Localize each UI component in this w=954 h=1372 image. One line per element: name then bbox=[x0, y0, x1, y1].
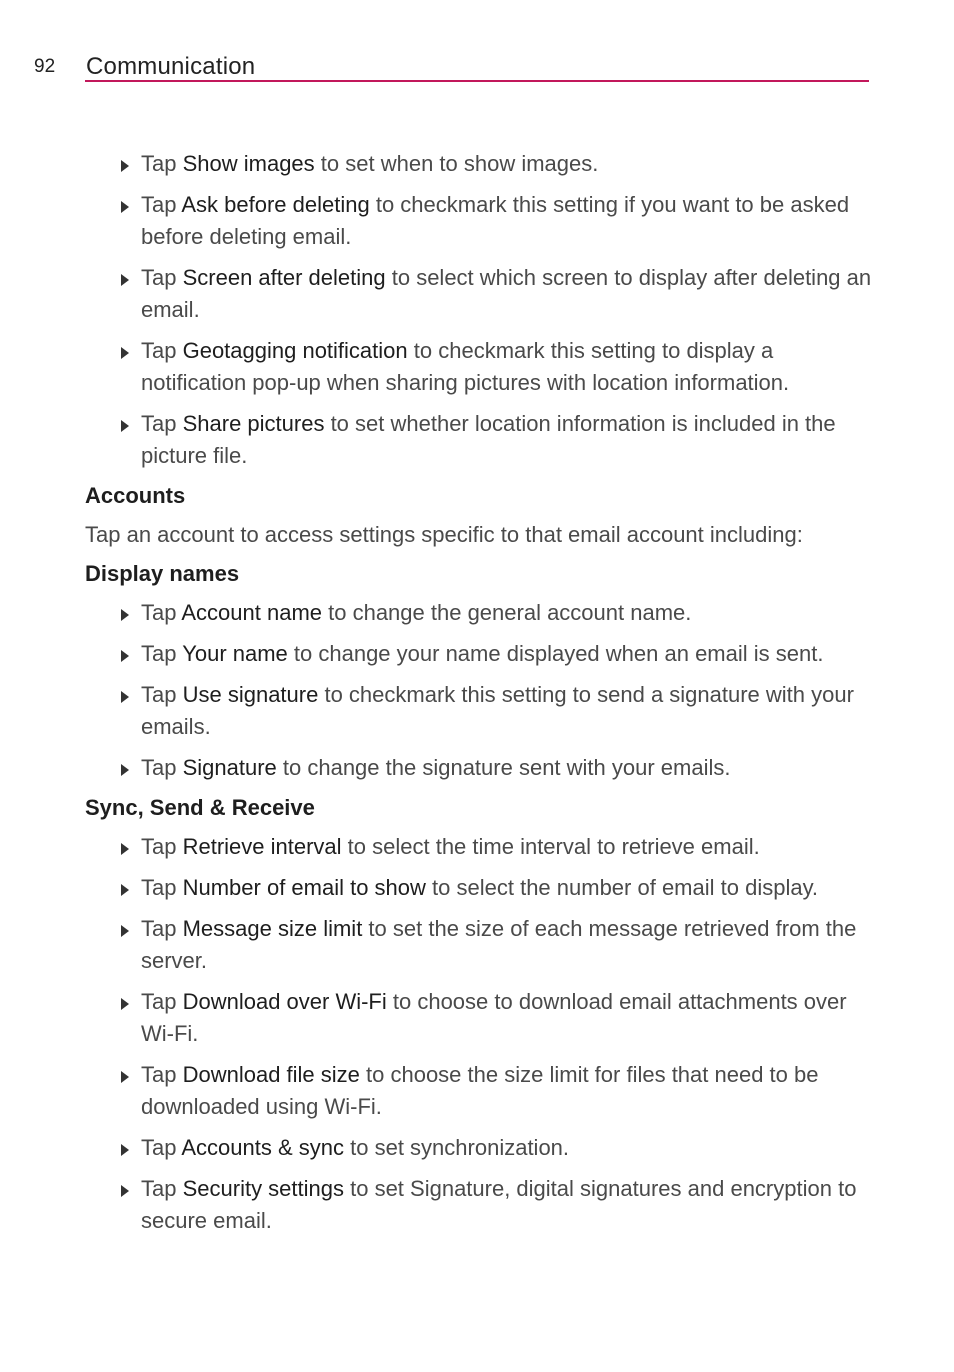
item-description: to checkmark this setting to display a notification pop-up when sharing pictures with location information. bbox=[141, 338, 790, 395]
setting-term: Show images bbox=[182, 151, 315, 176]
list-item bbox=[85, 335, 875, 399]
item-prefix: Tap bbox=[141, 1062, 183, 1087]
bullet-arrow-icon bbox=[121, 201, 129, 213]
bullet-arrow-icon bbox=[121, 347, 129, 359]
list-item bbox=[85, 679, 875, 743]
item-description: to set whether location information is included in the picture file. bbox=[141, 411, 836, 468]
item-prefix: Tap bbox=[141, 338, 183, 363]
list-item bbox=[85, 1173, 875, 1237]
list-item bbox=[85, 913, 875, 977]
list-item bbox=[85, 872, 875, 904]
item-prefix: Tap bbox=[141, 600, 182, 625]
list-item bbox=[85, 1132, 875, 1164]
bullet-arrow-icon bbox=[121, 925, 129, 937]
item-prefix: Tap bbox=[141, 265, 183, 290]
item-prefix: Tap bbox=[141, 641, 183, 666]
list-item bbox=[85, 262, 875, 326]
setting-term: Download file size bbox=[182, 1062, 360, 1087]
bullet-arrow-icon bbox=[121, 650, 129, 662]
bullet-arrow-icon bbox=[121, 1185, 129, 1197]
item-description: to select the number of email to display. bbox=[425, 875, 819, 900]
setting-term: Download over Wi-Fi bbox=[182, 989, 387, 1014]
item-prefix: Tap bbox=[141, 411, 183, 436]
bullet-arrow-icon bbox=[121, 1144, 129, 1156]
bullet-arrow-icon bbox=[121, 420, 129, 432]
setting-term: Geotagging notification bbox=[182, 338, 408, 363]
item-prefix: Tap bbox=[141, 875, 183, 900]
item-prefix: Tap bbox=[141, 989, 183, 1014]
list-item bbox=[85, 408, 875, 472]
item-prefix: Tap bbox=[141, 192, 182, 217]
item-description: to change the general account name. bbox=[322, 600, 692, 625]
accounts-description: Tap an account to access settings specific to that email account including: bbox=[85, 522, 803, 547]
setting-term: Account name bbox=[181, 600, 323, 625]
item-description: to set the size of each message retrieved from the server. bbox=[141, 916, 857, 973]
bullet-arrow-icon bbox=[121, 884, 129, 896]
item-description: to set when to show images. bbox=[314, 151, 599, 176]
page-title: Communication bbox=[86, 53, 256, 80]
bullet-arrow-icon bbox=[121, 998, 129, 1010]
item-prefix: Tap bbox=[141, 151, 183, 176]
item-prefix: Tap bbox=[141, 1176, 183, 1201]
item-description: to choose the size limit for files that need to be downloaded using Wi-Fi. bbox=[141, 1062, 819, 1119]
item-prefix: Tap bbox=[141, 755, 183, 780]
item-description: to checkmark this setting if you want to be asked before deleting email. bbox=[141, 192, 850, 249]
item-prefix: Tap bbox=[141, 1135, 182, 1160]
list-item bbox=[85, 638, 875, 670]
bullet-arrow-icon bbox=[121, 843, 129, 855]
item-description: to change your name displayed when an email is sent. bbox=[287, 641, 824, 666]
setting-term: Number of email to show bbox=[182, 875, 426, 900]
setting-term: Ask before deleting bbox=[181, 192, 370, 217]
accounts-heading: Accounts bbox=[85, 483, 186, 508]
item-prefix: Tap bbox=[141, 834, 183, 859]
item-description: to select which screen to display after deleting an email. bbox=[141, 265, 872, 322]
setting-term: Share pictures bbox=[182, 411, 325, 436]
list-item bbox=[85, 1059, 875, 1123]
bullet-arrow-icon bbox=[121, 609, 129, 621]
sync-settings-list bbox=[85, 831, 875, 1237]
item-description: to set synchronization. bbox=[344, 1135, 570, 1160]
display-names-list bbox=[85, 597, 875, 784]
header-divider bbox=[85, 80, 869, 82]
item-description: to change the signature sent with your emails. bbox=[276, 755, 731, 780]
item-prefix: Tap bbox=[141, 916, 183, 941]
page-number: 92 bbox=[34, 56, 56, 77]
list-item bbox=[85, 986, 875, 1050]
display-names-heading: Display names bbox=[85, 561, 240, 586]
list-item bbox=[85, 831, 875, 863]
bullet-arrow-icon bbox=[121, 160, 129, 172]
bullet-arrow-icon bbox=[121, 1071, 129, 1083]
list-item bbox=[85, 148, 875, 180]
setting-term: Retrieve interval bbox=[182, 834, 342, 859]
setting-term: Use signature bbox=[182, 682, 319, 707]
list-item bbox=[85, 189, 875, 253]
setting-term: Security settings bbox=[182, 1176, 344, 1201]
bullet-arrow-icon bbox=[121, 764, 129, 776]
page-content bbox=[85, 148, 875, 1246]
bullet-arrow-icon bbox=[121, 274, 129, 286]
list-item bbox=[85, 597, 875, 629]
email-settings-list bbox=[85, 148, 875, 472]
setting-term: Message size limit bbox=[182, 916, 363, 941]
item-description: to set Signature, digital signatures and encryption to secure email. bbox=[141, 1176, 857, 1233]
bullet-arrow-icon bbox=[121, 691, 129, 703]
setting-term: Your name bbox=[182, 641, 288, 666]
setting-term: Screen after deleting bbox=[182, 265, 386, 290]
sync-send-receive-heading: Sync, Send & Receive bbox=[85, 795, 315, 820]
setting-term: Signature bbox=[182, 755, 277, 780]
item-prefix: Tap bbox=[141, 682, 183, 707]
item-description: to select the time interval to retrieve email. bbox=[341, 834, 760, 859]
item-description: to checkmark this setting to send a signature with your emails. bbox=[141, 682, 854, 739]
list-item bbox=[85, 752, 875, 784]
item-description: to choose to download email attachments over Wi-Fi. bbox=[141, 989, 847, 1046]
setting-term: Accounts & sync bbox=[181, 1135, 345, 1160]
